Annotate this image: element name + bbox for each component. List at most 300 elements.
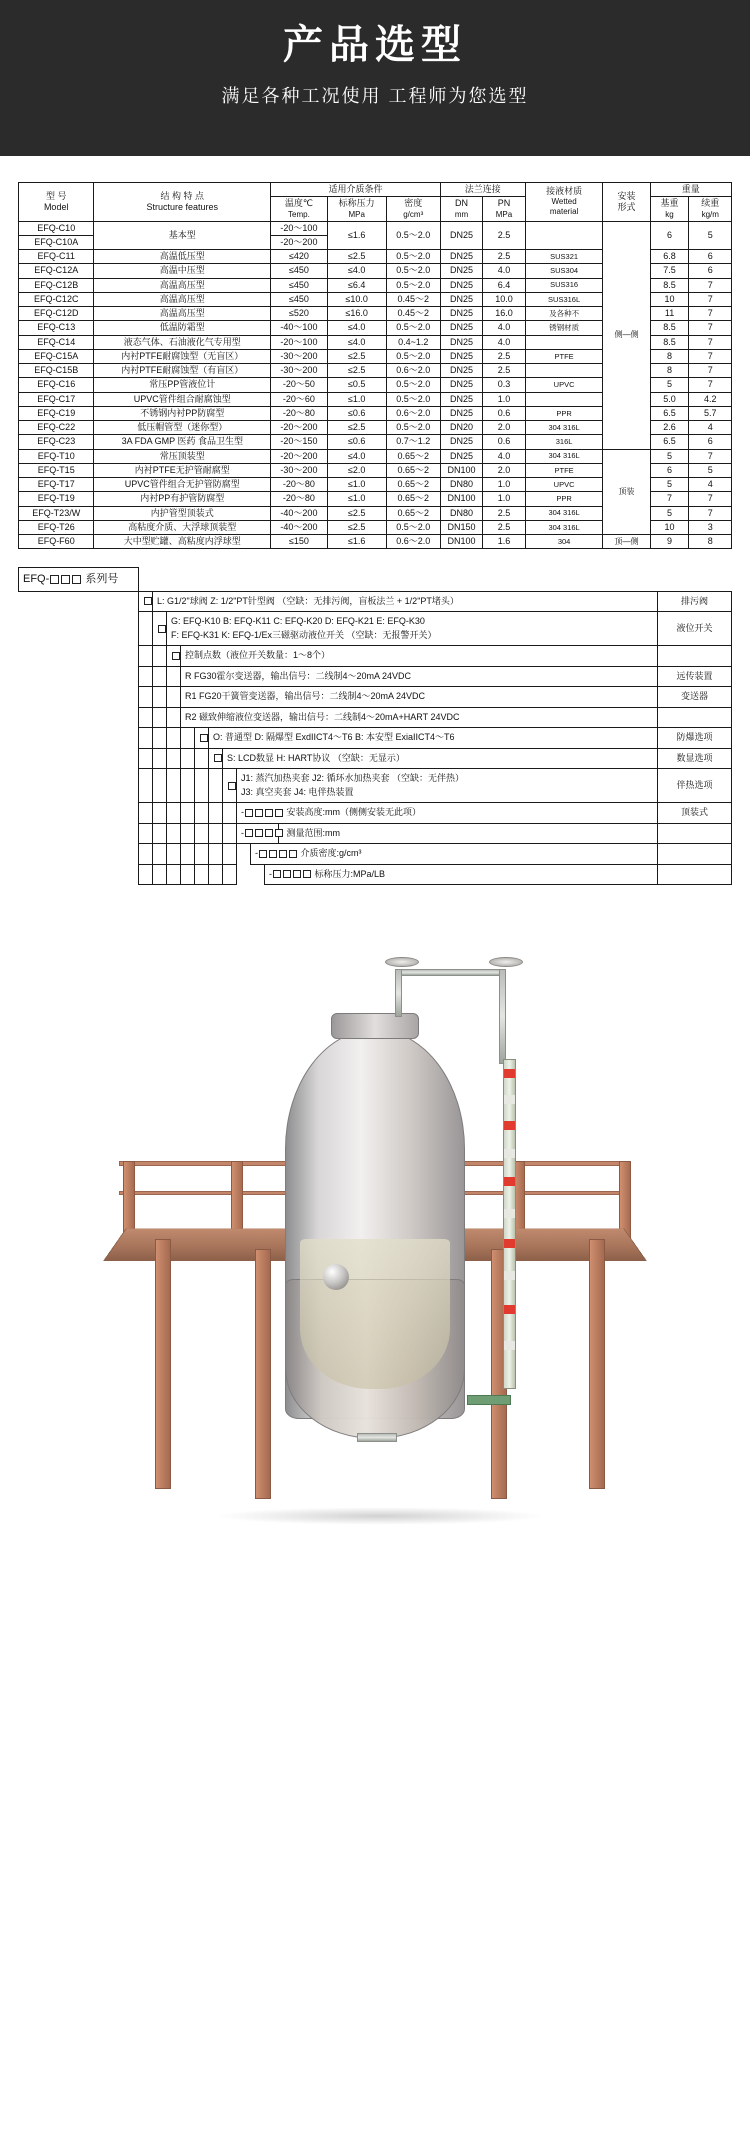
cell-temp: -20～200: [271, 421, 328, 435]
drain-valve-box[interactable]: [139, 591, 153, 612]
cell-temp: -30～200: [271, 364, 328, 378]
tank-sight-area: [300, 1239, 450, 1389]
valve-handwheel-right: [489, 957, 523, 967]
cell-dn: DN25: [440, 264, 482, 278]
header-flange-group: 法兰连接: [440, 183, 525, 197]
code-row-transmitter-r: [19, 666, 732, 687]
cell-model: EFQ-C12A: [19, 264, 94, 278]
cell-install: 顶—侧: [603, 535, 650, 549]
cell-feature: 内衬PTFE无护管耐腐型: [94, 463, 271, 477]
cell-model: EFQ-C11: [19, 250, 94, 264]
install-height-text: - 安装高度:mm（侧侧安装无此项）: [237, 803, 658, 824]
cell-temp: ≤450: [271, 264, 328, 278]
page-title: 产品选型: [283, 23, 467, 67]
cell-temp: -20～150: [271, 435, 328, 449]
gauge-flag-10: [504, 1341, 515, 1350]
cell-model: EFQ-C15A: [19, 349, 94, 363]
cell-density: 0.6～2.0: [386, 364, 440, 378]
cell-base-weight: 7.5: [650, 264, 689, 278]
cell-temp: -20～200: [271, 235, 328, 249]
cell-pn: 0.3: [483, 378, 525, 392]
gauge-flag-5: [504, 1177, 515, 1186]
cell-add-weight: 7: [689, 278, 732, 292]
gauge-flag-1: [504, 1069, 515, 1078]
cell-pn: 2.5: [483, 520, 525, 534]
cell-dn: DN25: [440, 278, 482, 292]
header-add-weight: 续重 kg/m: [689, 197, 732, 221]
drain-valve-options: L: G1/2"球阀 Z: 1/2"PT针型阀 （空缺：无排污阀，盲板法兰 + 1/2"PT堵头）: [153, 591, 658, 612]
cell-pn: 1.0: [483, 478, 525, 492]
table-row: [19, 535, 732, 549]
code-row-explosion-proof: [19, 728, 732, 749]
cell-dn: DN25: [440, 335, 482, 349]
cell-feature: 高温高压型: [94, 278, 271, 292]
cell-pn: 1.6: [483, 535, 525, 549]
cell-dn: DN100: [440, 463, 482, 477]
cell-add-weight: 4.2: [689, 392, 732, 406]
cell-feature: 3A FDA GMP 医药 食品卫生型: [94, 435, 271, 449]
cell-dn: DN25: [440, 221, 482, 250]
cell-feature: 低温防霜型: [94, 321, 271, 335]
code-row-density: [19, 844, 732, 865]
cell-pressure: ≤2.5: [327, 506, 386, 520]
spec-table-body: [19, 221, 732, 549]
code-row-transmitter-r2: [19, 707, 732, 728]
cell-material: 304 316L: [525, 449, 603, 463]
cell-feature: 基本型: [94, 221, 271, 250]
code-box-1[interactable]: [50, 575, 59, 584]
nominal-pressure-text: - 标称压力:MPa/LB: [265, 864, 658, 885]
cell-temp: ≤420: [271, 250, 328, 264]
cell-install: 顶装: [603, 449, 650, 535]
cell-pressure: ≤2.5: [327, 520, 386, 534]
code-row-drain-valve: [19, 591, 732, 612]
gauge-flag-4: [504, 1149, 515, 1158]
cell-material: SUS321: [525, 250, 603, 264]
cell-model: EFQ-C13: [19, 321, 94, 335]
cell-temp: -20～100: [271, 221, 328, 235]
header-density: 密度 g/cm³: [386, 197, 440, 221]
cell-material: UPVC: [525, 378, 603, 392]
code-row-transmitter-r1: [19, 687, 732, 708]
cell-density: 0.5～2.0: [386, 378, 440, 392]
cell-pressure: ≤4.0: [327, 335, 386, 349]
install-height-boxes[interactable]: -: [241, 807, 284, 817]
cell-feature: UPVC管件组合无护管防腐型: [94, 478, 271, 492]
header-media-group: 适用介质条件: [271, 183, 441, 197]
cell-pn: 4.0: [483, 264, 525, 278]
code-row-level-switch: [19, 612, 732, 646]
cell-pressure: ≤4.0: [327, 449, 386, 463]
cell-add-weight: 4: [689, 478, 732, 492]
gauge-flag-3: [504, 1121, 515, 1130]
gauge-flag-2: [504, 1095, 515, 1104]
cell-temp: ≤450: [271, 292, 328, 306]
cell-feature: 内护管型顶装式: [94, 506, 271, 520]
cell-dn: DN25: [440, 449, 482, 463]
cell-pn: 2.5: [483, 250, 525, 264]
cell-model: EFQ-T15: [19, 463, 94, 477]
cell-dn: DN25: [440, 364, 482, 378]
cell-add-weight: 6: [689, 250, 732, 264]
cell-pressure: ≤0.5: [327, 378, 386, 392]
cell-density: 0.5～2.0: [386, 520, 440, 534]
cell-pressure: ≤1.0: [327, 478, 386, 492]
tank-manhole: [331, 1013, 419, 1039]
cell-model: EFQ-C22: [19, 421, 94, 435]
cell-pressure: ≤2.5: [327, 349, 386, 363]
cell-material: [525, 364, 603, 378]
code-box-3[interactable]: [72, 575, 81, 584]
cell-add-weight: 5: [689, 221, 732, 250]
cell-pn: 6.4: [483, 278, 525, 292]
cell-density: 0.5～2.0: [386, 278, 440, 292]
cell-density: 0.65～2: [386, 478, 440, 492]
level-switch-label: 液位开关: [657, 612, 731, 646]
top-pipe-down-right: [499, 969, 506, 1064]
valve-handwheel-left: [385, 957, 419, 967]
cell-base-weight: 6: [650, 221, 689, 250]
cell-material: SUS304: [525, 264, 603, 278]
cell-feature: 液态气体、石油液化气专用型: [94, 335, 271, 349]
cell-model: EFQ-T26: [19, 520, 94, 534]
cell-density: 0.4~1.2: [386, 335, 440, 349]
cell-density: 0.65～2: [386, 492, 440, 506]
cell-feature: 高温低压型: [94, 250, 271, 264]
support-leg-right: [589, 1239, 605, 1489]
cell-model: EFQ-T10: [19, 449, 94, 463]
header-base-weight: 基重 kg: [650, 197, 689, 221]
cell-density: 0.5～2.0: [386, 264, 440, 278]
support-leg-left-2: [255, 1249, 271, 1499]
cell-dn: DN80: [440, 506, 482, 520]
control-points-label: [657, 646, 731, 667]
cell-add-weight: 3: [689, 520, 732, 534]
cell-add-weight: 7: [689, 335, 732, 349]
cell-base-weight: 2.6: [650, 421, 689, 435]
pressure-boxes[interactable]: -: [269, 869, 312, 879]
cell-material: 304 316L: [525, 520, 603, 534]
cell-model: EFQ-C16: [19, 378, 94, 392]
cell-base-weight: 6.8: [650, 250, 689, 264]
cell-density: 0.5～2.0: [386, 321, 440, 335]
cell-model: EFQ-C12C: [19, 292, 94, 306]
density-text: - 介质密度:g/cm³: [251, 844, 658, 865]
cell-density: 0.45～2: [386, 307, 440, 321]
heat-tracing-box[interactable]: [223, 769, 237, 803]
cell-feature: 常压PP管液位计: [94, 378, 271, 392]
cell-temp: -20～80: [271, 478, 328, 492]
cell-base-weight: 5: [650, 378, 689, 392]
cell-add-weight: 5.7: [689, 406, 732, 420]
cell-feature: 内衬PTFE耐腐蚀型（有盲区）: [94, 364, 271, 378]
cell-material: [525, 221, 603, 250]
header-install-type: 安装 形式: [603, 183, 650, 222]
cell-base-weight: 7: [650, 492, 689, 506]
cell-density: 0.5～2.0: [386, 221, 440, 250]
cell-pn: 2.0: [483, 421, 525, 435]
control-points-text: 控制点数（液位开关数量：1～8个）: [181, 646, 658, 667]
explosion-proof-options: O: 普通型 D: 隔爆型 ExdIICT4～T6 B: 本安型 ExiaIICT4～T6: [209, 728, 658, 749]
cell-base-weight: 5: [650, 449, 689, 463]
ordering-code-wrap: [0, 559, 750, 899]
cell-pressure: ≤4.0: [327, 264, 386, 278]
cell-base-weight: 10: [650, 292, 689, 306]
gauge-flag-7: [504, 1239, 515, 1248]
cell-temp: -20～80: [271, 406, 328, 420]
table-row: [19, 449, 732, 463]
top-mount-label: 顶装式: [657, 803, 731, 824]
cell-add-weight: 7: [689, 506, 732, 520]
cell-base-weight: 8: [650, 364, 689, 378]
cell-add-weight: 7: [689, 292, 732, 306]
cell-dn: DN20: [440, 421, 482, 435]
cell-temp: -30～200: [271, 463, 328, 477]
cell-model: EFQ-T19: [19, 492, 94, 506]
cell-base-weight: 11: [650, 307, 689, 321]
drain-valve-label: 排污阀: [657, 591, 731, 612]
range-boxes[interactable]: -: [241, 828, 284, 838]
page-banner: [0, 0, 750, 134]
cell-pressure: ≤1.0: [327, 392, 386, 406]
transmitter-option-r2: R2 磁致伸缩液位变送器，输出信号：二线制4～20mA+HART 24VDC: [181, 707, 658, 728]
gauge-flag-8: [504, 1271, 515, 1280]
transmitter-label-1: 远传装置: [657, 666, 731, 687]
cell-add-weight: 5: [689, 463, 732, 477]
cell-pressure: ≤6.4: [327, 278, 386, 292]
cell-dn: DN100: [440, 535, 482, 549]
cell-add-weight: 4: [689, 421, 732, 435]
cell-material: SUS316: [525, 278, 603, 292]
cell-density: 0.6～2.0: [386, 535, 440, 549]
cell-add-weight: 7: [689, 378, 732, 392]
cell-feature: 不锈钢内衬PP防腐型: [94, 406, 271, 420]
drain-pipe: [357, 1433, 397, 1442]
transmitter-option-r1: R1 FG20干簧管变送器，输出信号：二线制4～20mA 24VDC: [181, 687, 658, 708]
ordering-code-table: [18, 567, 732, 885]
magnetic-level-gauge: [503, 1059, 516, 1389]
cell-feature: 高温中压型: [94, 264, 271, 278]
code-row-range: [19, 823, 732, 844]
cell-temp: -20～60: [271, 392, 328, 406]
cell-pn: 2.0: [483, 463, 525, 477]
cell-pn: 1.0: [483, 492, 525, 506]
gauge-flag-9: [504, 1305, 515, 1314]
tank-illustration: [95, 909, 655, 1549]
cell-dn: DN25: [440, 321, 482, 335]
cell-material: 304: [525, 535, 603, 549]
cell-base-weight: 8.5: [650, 278, 689, 292]
code-box-2[interactable]: [61, 575, 70, 584]
cell-density: 0.5～2.0: [386, 349, 440, 363]
cell-base-weight: 9: [650, 535, 689, 549]
cell-pn: 10.0: [483, 292, 525, 306]
cell-model: EFQ-C12B: [19, 278, 94, 292]
cell-feature: 大中型贮罐、高粘度内浮球型: [94, 535, 271, 549]
top-pipe-horizontal: [395, 969, 505, 976]
cell-base-weight: 6.5: [650, 406, 689, 420]
cell-model: EFQ-C17: [19, 392, 94, 406]
table-row: [19, 221, 732, 235]
cell-pressure: ≤16.0: [327, 307, 386, 321]
cell-add-weight: 6: [689, 435, 732, 449]
cell-pressure: ≤0.6: [327, 406, 386, 420]
cell-pn: 2.5: [483, 349, 525, 363]
cell-density: 0.65～2: [386, 463, 440, 477]
cell-temp: -40～200: [271, 520, 328, 534]
cell-temp: ≤150: [271, 535, 328, 549]
top-pipe-down-left: [395, 969, 402, 1017]
cell-density: 0.7～1.2: [386, 435, 440, 449]
cell-pn: 16.0: [483, 307, 525, 321]
cell-add-weight: 8: [689, 535, 732, 549]
cell-model: EFQ-C23: [19, 435, 94, 449]
cell-dn: DN25: [440, 435, 482, 449]
header-dn: DN mm: [440, 197, 482, 221]
cell-material: [525, 335, 603, 349]
cell-material: PPR: [525, 406, 603, 420]
level-switch-box[interactable]: [153, 612, 167, 646]
density-boxes[interactable]: -: [255, 848, 298, 858]
control-points-box[interactable]: [167, 646, 181, 667]
support-leg-left: [155, 1239, 171, 1489]
display-option-box[interactable]: [209, 748, 223, 769]
cell-temp: ≤450: [271, 278, 328, 292]
cell-pn: 4.0: [483, 321, 525, 335]
cell-base-weight: 8: [650, 349, 689, 363]
spec-table: [18, 182, 732, 549]
explosion-proof-label: 防爆选项: [657, 728, 731, 749]
cell-add-weight: 6: [689, 264, 732, 278]
cell-dn: DN25: [440, 392, 482, 406]
header-pn: PN MPa: [483, 197, 525, 221]
bottom-outlet-nozzle: [467, 1395, 511, 1405]
cell-feature: UPVC管件组合耐腐蚀型: [94, 392, 271, 406]
cell-pressure: ≤1.0: [327, 492, 386, 506]
cell-dn: DN25: [440, 406, 482, 420]
cell-temp: -20～50: [271, 378, 328, 392]
heat-tracing-options: J1: 蒸汽加热夹套 J2: 循环水加热夹套 （空缺：无伴热） J3: 真空夹套 J4: 电伴热装置: [237, 769, 658, 803]
cell-material: 锈钢材质: [525, 321, 603, 335]
cell-dn: DN100: [440, 492, 482, 506]
cell-feature: 低压帽管型（迷你型）: [94, 421, 271, 435]
cell-material: 及各种不: [525, 307, 603, 321]
cell-pressure: ≤4.0: [327, 321, 386, 335]
display-options: S: LCD数显 H: HART协议 （空缺：无显示）: [223, 748, 658, 769]
cell-feature: 内衬PTFE耐腐蚀型（无盲区）: [94, 349, 271, 363]
cell-add-weight: 7: [689, 449, 732, 463]
cell-model: EFQ-C10A: [19, 235, 94, 249]
range-text: - 测量范围:mm: [237, 823, 279, 844]
rail-post-4: [619, 1161, 631, 1241]
cell-density: 0.45～2: [386, 292, 440, 306]
cell-feature: 内衬PP有护管防腐型: [94, 492, 271, 506]
cell-pressure: ≤1.6: [327, 221, 386, 250]
cell-model: EFQ-C12D: [19, 307, 94, 321]
cell-pn: 2.5: [483, 506, 525, 520]
header-model: 型 号 Model: [19, 183, 94, 222]
series-spacer: [139, 568, 732, 592]
cell-density: 0.5～2.0: [386, 392, 440, 406]
code-row-display: [19, 748, 732, 769]
cell-pressure: ≤1.6: [327, 535, 386, 549]
cell-pn: 0.6: [483, 435, 525, 449]
cell-model: EFQ-T23/W: [19, 506, 94, 520]
cell-dn: DN150: [440, 520, 482, 534]
cell-pressure: ≤10.0: [327, 292, 386, 306]
cell-dn: DN25: [440, 349, 482, 363]
cell-add-weight: 7: [689, 321, 732, 335]
cell-base-weight: 8.5: [650, 335, 689, 349]
cell-base-weight: 8.5: [650, 321, 689, 335]
cell-temp: -40～100: [271, 321, 328, 335]
cell-pressure: ≤2.5: [327, 421, 386, 435]
transmitter-option-r: R FG30霍尔变送器，输出信号：二线制4～20mA 24VDC: [181, 666, 658, 687]
cell-feature: 常压顶装型: [94, 449, 271, 463]
cell-dn: DN25: [440, 378, 482, 392]
cell-dn: DN80: [440, 478, 482, 492]
cell-material: PTFE: [525, 349, 603, 363]
cell-model: EFQ-F60: [19, 535, 94, 549]
cell-pn: 2.5: [483, 221, 525, 250]
explosion-proof-box[interactable]: [195, 728, 209, 749]
cell-material: PPR: [525, 492, 603, 506]
cell-base-weight: 5: [650, 478, 689, 492]
cell-temp: -20～80: [271, 492, 328, 506]
cell-material: 304 316L: [525, 421, 603, 435]
code-row-heat-tracing: [19, 769, 732, 803]
cell-material: 304 316L: [525, 506, 603, 520]
cell-model: EFQ-T17: [19, 478, 94, 492]
cell-pn: 0.6: [483, 406, 525, 420]
cell-material: UPVC: [525, 478, 603, 492]
cell-feature: 高温高压型: [94, 307, 271, 321]
cell-material: PTFE: [525, 463, 603, 477]
cell-density: 0.65～2: [386, 449, 440, 463]
cell-model: EFQ-C14: [19, 335, 94, 349]
cell-material: [525, 392, 603, 406]
header-weight-group: 重量: [650, 183, 731, 197]
heat-tracing-label: 伴热选项: [657, 769, 731, 803]
ground-shadow: [215, 1507, 545, 1525]
header-pressure: 标称压力 MPa: [327, 197, 386, 221]
display-label: 数显选项: [657, 748, 731, 769]
cell-pn: 4.0: [483, 335, 525, 349]
cell-temp: -20～100: [271, 335, 328, 349]
product-image: [0, 899, 750, 1577]
cell-model: EFQ-C15B: [19, 364, 94, 378]
cell-pressure: ≤2.5: [327, 364, 386, 378]
cell-pressure: ≤2.5: [327, 250, 386, 264]
banner-divider: [0, 134, 750, 156]
cell-pn: 2.5: [483, 364, 525, 378]
cell-model: EFQ-C10: [19, 221, 94, 235]
transmitter-label-2: 变送器: [657, 687, 731, 708]
header-feature: 结 构 特 点 Structure features: [94, 183, 271, 222]
series-code-cell: EFQ- 系列号: [19, 568, 139, 592]
code-row-series: [19, 568, 732, 592]
header-wetted-material: 接液材质 Wetted material: [525, 183, 603, 222]
cell-dn: DN25: [440, 292, 482, 306]
header-temp: 温度℃ Temp.: [271, 197, 328, 221]
cell-install: 侧—侧: [603, 221, 650, 449]
cell-density: 0.5～2.0: [386, 421, 440, 435]
cell-add-weight: 7: [689, 307, 732, 321]
cell-dn: DN25: [440, 250, 482, 264]
cell-temp: -30～200: [271, 349, 328, 363]
level-switch-options: G: EFQ-K10 B: EFQ-K11 C: EFQ-K20 D: EFQ-K21 E: EFQ-K30 F: EFQ-K31 K: EFQ-1/Ex三磁驱动液位开关 （空缺：无报警开关）: [167, 612, 658, 646]
spec-header-row-1: [19, 183, 732, 197]
